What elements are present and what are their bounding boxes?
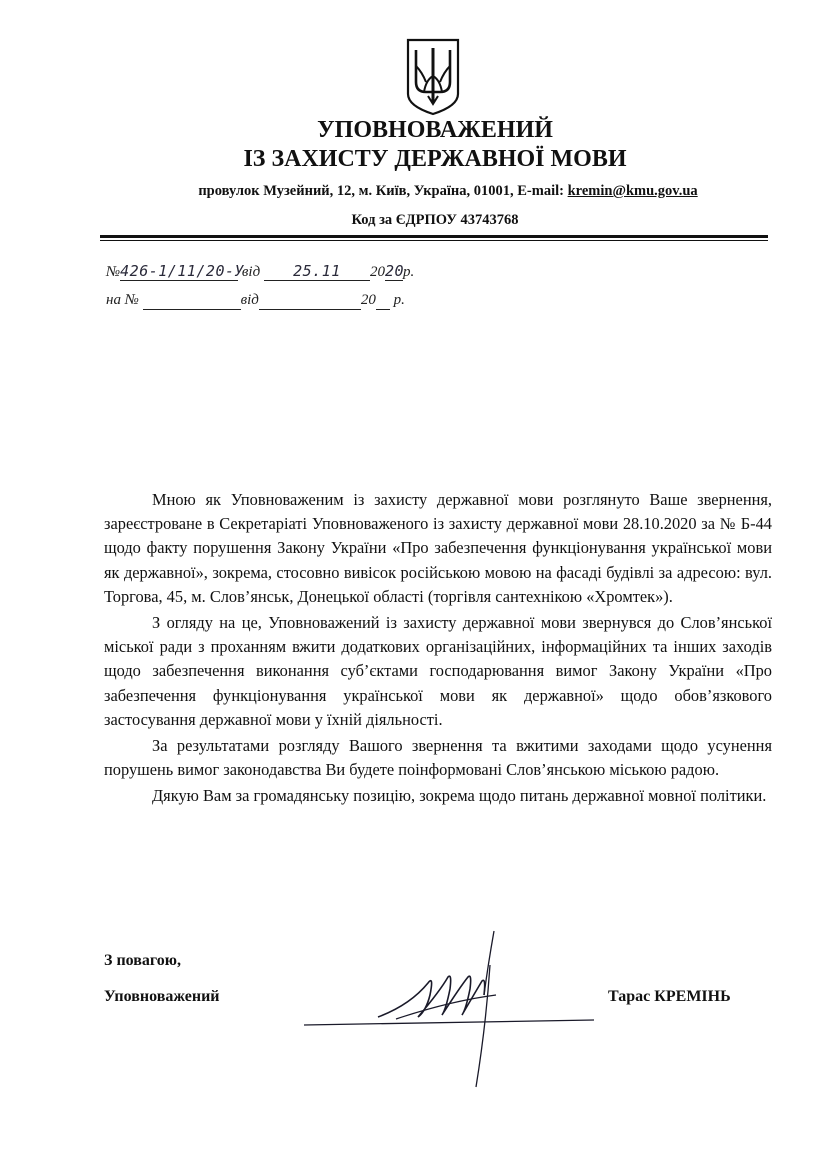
outgoing-registration — [106, 262, 414, 281]
email-link[interactable]: kremin@kmu.gov.ua — [567, 183, 698, 199]
year-value: 20 — [384, 262, 404, 280]
number-label: № — [106, 264, 121, 280]
year-prefix: 20 — [369, 264, 385, 280]
outgoing-number: 426-1/11/20-У — [120, 262, 245, 280]
ref-number-blank — [143, 292, 241, 310]
handwritten-signature — [300, 925, 600, 1095]
body-paragraph-3: За результатами розгляду Вашого звернення та вжитими заходами щодо усунення порушень вимог законодавства Ви будете поінформовані Слов’янською міською радою. — [104, 736, 772, 780]
year-suffix: р. — [402, 264, 415, 280]
header-rule-thin — [100, 240, 768, 241]
ref-date-label: від — [240, 292, 259, 308]
date-label: від — [241, 264, 261, 280]
ref-year-blank — [376, 292, 390, 310]
body-paragraph-4: Дякую Вам за громадянську позицію, зокрема щодо питань державної мовної політики. — [152, 786, 767, 806]
body-paragraph-1: Мною як Уповноваженим із захисту державної мови розглянуто Ваше звернення, зареєстроване в Секретаріаті Уповноваженого із захисту державної мови 28.10.2020 за № Б-44 щодо факту порушення Закону України «Про забезпечення функціонування української мови як державної», зокрема, стосовно вивісок російською мовою на фасаді будівлі за адресою: вул. Торгова, 45, м. Слов’янськ, Донецької області (торгівля сантехнікою «Хромтек»). — [104, 490, 772, 606]
trident-emblem-icon — [404, 36, 462, 116]
letter-body — [104, 488, 772, 809]
org-title-line1: УПОВНОВАЖЕНИЙ — [317, 117, 553, 143]
body-paragraph-2: З огляду на це, Уповноважений із захисту державної мови звернувся до Слов’янської міської ради з проханням вжити додаткових організаційних, інформаційних та інших заходів щодо забезпечення виконання суб’єктами господарювання вимог Закону України «Про забезпечення функціонування української мови як державної» щодо обов’язкового застосування державної мови у їхній діяльності. — [104, 613, 772, 729]
header-rule-thick — [100, 235, 768, 238]
reference-registration — [106, 292, 405, 310]
ref-year-suffix: р. — [393, 292, 405, 308]
edrpou-code: Код за ЄДРПОУ 43743768 — [351, 212, 519, 228]
ref-year-prefix: 20 — [360, 292, 376, 308]
closing-regards: З повагою, — [104, 952, 181, 969]
address-line — [128, 183, 768, 200]
signer-name: Тарас КРЕМІНЬ — [608, 988, 731, 1005]
ref-number-label: на № — [106, 292, 139, 308]
address-text: провулок Музейний, 12, м. Київ, Україна, 01001, E-mail: — [198, 183, 568, 199]
ref-date-blank — [259, 292, 361, 310]
outgoing-date: 25.11 — [264, 262, 370, 281]
signer-position: Уповноважений — [104, 988, 220, 1005]
org-title-line2: ІЗ ЗАХИСТУ ДЕРЖАВНОЇ МОВИ — [243, 146, 627, 172]
